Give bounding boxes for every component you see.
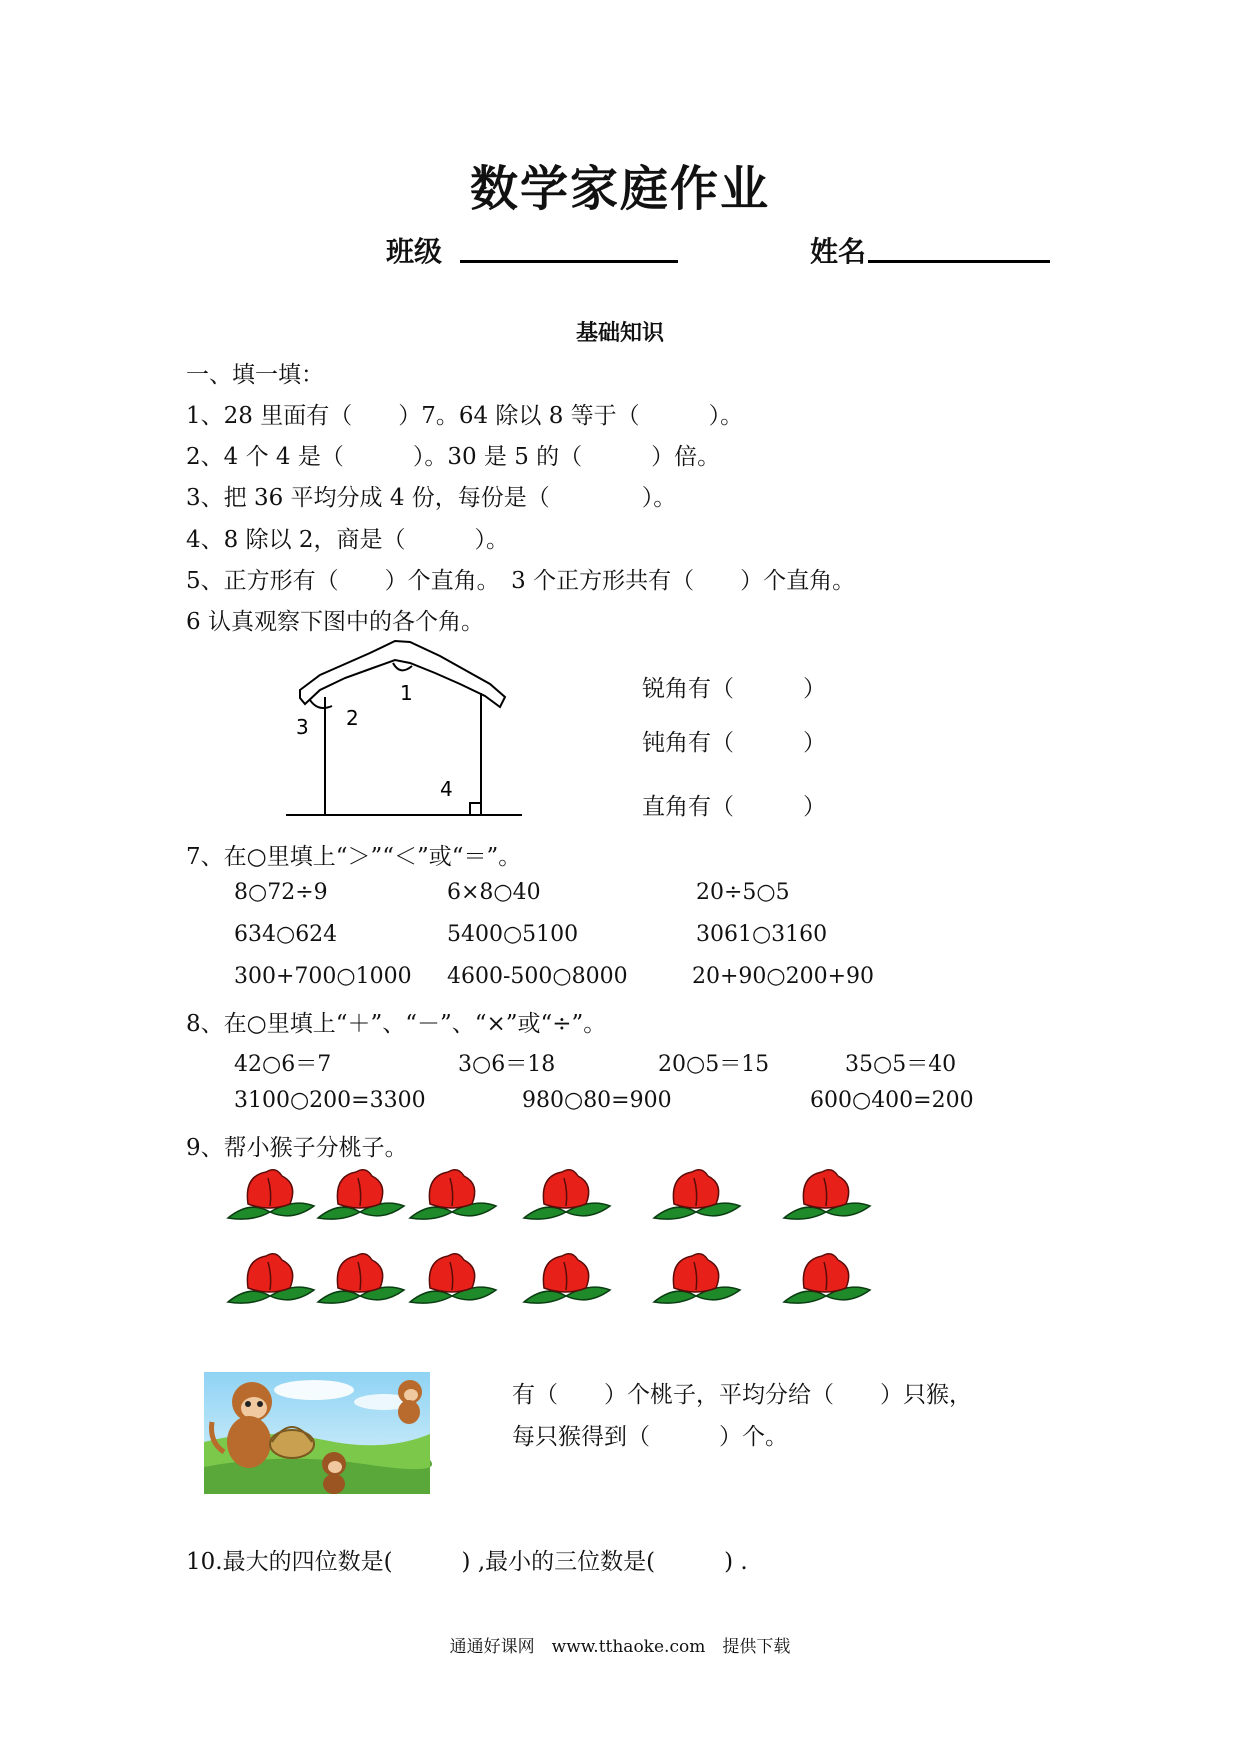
operator-item: 3○6＝18 <box>458 1052 556 1077</box>
compare-item: 20+90○200+90 <box>692 964 875 989</box>
compare-item: 634○624 <box>234 922 338 947</box>
peach-icon <box>524 1170 610 1219</box>
compare-item: 4600-500○8000 <box>447 964 628 989</box>
question-10: 10.最大的四位数是( ) ,最小的三位数是( ) . <box>186 1549 748 1575</box>
compare-item: 3061○3160 <box>696 922 828 947</box>
page-title: 数学家庭作业 <box>469 161 770 217</box>
peach-icon <box>228 1254 314 1303</box>
question-6: 6 认真观察下图中的各个角。 <box>186 609 484 635</box>
house-label-3: 3 <box>296 715 309 739</box>
compare-item: 6×8○40 <box>447 880 541 905</box>
peach-icon <box>784 1170 870 1219</box>
peach-icon <box>318 1254 404 1303</box>
section-heading: 基础知识 <box>575 320 664 346</box>
question-3: 3、把 36 平均分成 4 份，每份是（ ）。 <box>186 485 677 511</box>
peach-icon <box>410 1170 496 1219</box>
house-label-4: 4 <box>440 777 453 801</box>
page-footer: 通通好课网 www.tthaoke.com 提供下载 <box>449 1637 791 1657</box>
peach-icon <box>784 1254 870 1303</box>
class-label: 班级 <box>386 235 443 268</box>
peach-icon <box>524 1254 610 1303</box>
question-5: 5、正方形有（ ）个直角。 3 个正方形共有（ ）个直角。 <box>186 568 856 594</box>
obtuse-angle-answer: 钝角有（ ） <box>642 730 826 756</box>
compare-item: 300+700○1000 <box>234 964 412 989</box>
question-9: 9、帮小猴子分桃子。 <box>186 1135 408 1161</box>
monkey-illustration <box>204 1372 430 1494</box>
peach-icon <box>318 1170 404 1219</box>
question-8: 8、在○里填上“＋”、“－”、“×”或“÷”。 <box>186 1011 607 1037</box>
operator-item: 600○400=200 <box>810 1088 974 1113</box>
operator-item: 3100○200=3300 <box>234 1088 426 1113</box>
operator-item: 35○5＝40 <box>845 1052 957 1077</box>
house-label-1: 1 <box>400 681 413 705</box>
compare-item: 8○72÷9 <box>234 880 328 905</box>
monkey-question-line-1: 有（ ）个桃子，平均分给（ ）只猴， <box>512 1382 972 1408</box>
question-7: 7、在○里填上“＞”“＜”或“＝”。 <box>186 844 522 870</box>
right-angle-answer: 直角有（ ） <box>642 794 826 820</box>
monkey-question-line-2: 每只猴得到（ ）个。 <box>512 1424 788 1450</box>
compare-item: 20÷5○5 <box>696 880 790 905</box>
name-label: 姓名 <box>810 235 867 268</box>
peach-icon <box>410 1254 496 1303</box>
house-label-2: 2 <box>346 706 359 730</box>
peach-icon <box>654 1254 740 1303</box>
question-4: 4、8 除以 2，商是（ ）。 <box>186 527 510 553</box>
basket <box>270 1430 314 1458</box>
question-1: 1、28 里面有（ ）7。64 除以 8 等于（ ）。 <box>186 403 744 429</box>
operator-item: 42○6＝7 <box>234 1052 332 1077</box>
peach-icon <box>228 1170 314 1219</box>
peach-icon <box>654 1170 740 1219</box>
part1-heading: 一、填一填： <box>186 362 324 388</box>
compare-item: 5400○5100 <box>447 922 579 947</box>
acute-angle-answer: 锐角有（ ） <box>642 676 826 702</box>
operator-item: 980○80=900 <box>522 1088 672 1113</box>
operator-item: 20○5＝15 <box>658 1052 770 1077</box>
question-2: 2、4 个 4 是（ ）。30 是 5 的（ ）倍。 <box>186 444 721 470</box>
